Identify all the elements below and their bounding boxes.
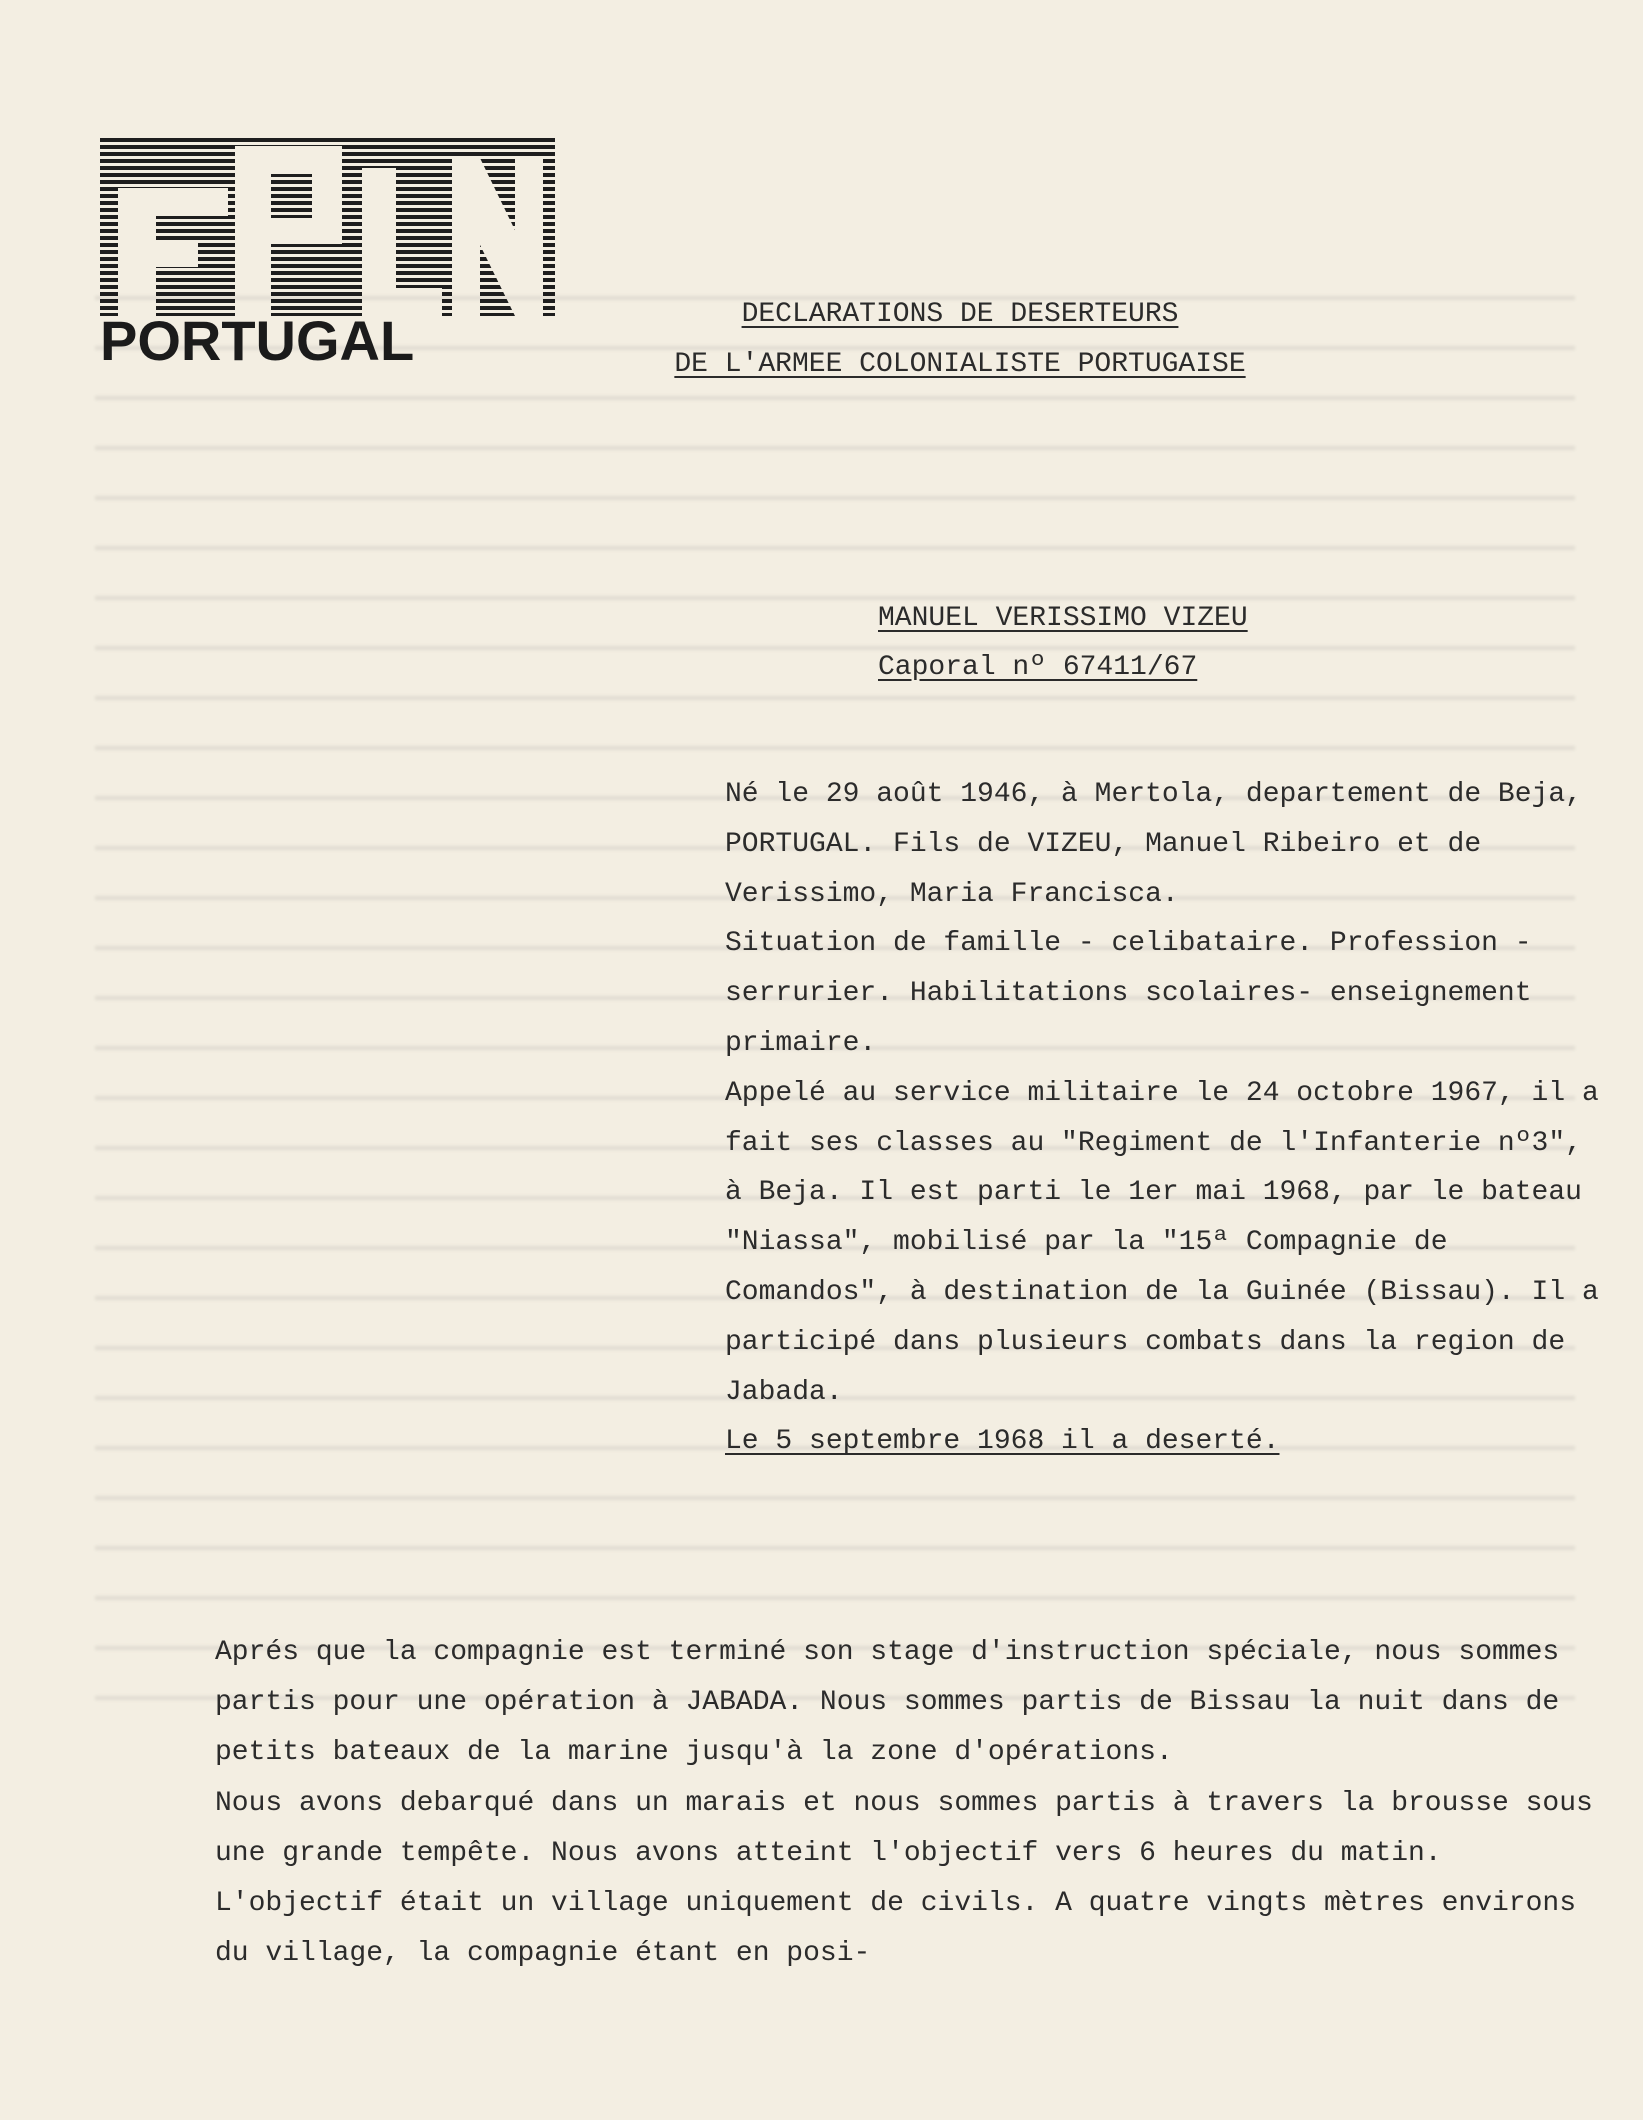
narrative-paragraph-1: Aprés que la compagnie est terminé son stage d'instruction spéciale, nous sommes partis pour une opération à JABADA. Nous sommes partis de Bissau la nuit dans de petits bateaux de la marine jusqu'à la zone d'opérations.: [215, 1637, 1560, 1769]
deserter-rank: Caporal nº 67411/67: [878, 652, 1198, 683]
document-title: [600, 290, 1320, 390]
fpln-portugal-logo: [100, 138, 555, 372]
bio-paragraph-birth: Né le 29 août 1946, à Mertola, departement de Beja, PORTUGAL. Fils de VIZEU, Manuel Ribeiro et de Verissimo, Maria Francisca.: [725, 779, 1582, 910]
bio-paragraph-situation: Situation de famille - celibataire. Profession - serrurier. Habilitations scolaires- enseignement primaire.: [725, 928, 1532, 1059]
portugal-wordmark: PORTUGAL: [100, 309, 415, 372]
deserter-name: MANUEL VERISSIMO VIZEU: [878, 603, 1248, 634]
title-line-2: DE L'ARMEE COLONIALISTE PORTUGAISE: [674, 349, 1246, 380]
bio-paragraph-service: Appelé au service militaire le 24 octobre 1967, il a fait ses classes au "Regiment de l'Infanterie nº3", à Beja. Il est parti le 1er mai 1968, par le bateau "Niassa", mobilisé par la "15ª Compagnie de Comandos", à destination de la Guinée (Bissau). Il a participé dans plusieurs combats dans la region de Jabada.: [725, 1077, 1599, 1408]
title-line-1: DECLARATIONS DE DESERTEURS: [741, 299, 1179, 330]
biography-block: [725, 770, 1605, 1467]
fpln-letters-logo: [100, 138, 555, 316]
desertion-statement: Le 5 septembre 1968 il a deserté.: [725, 1426, 1280, 1458]
narrative-block: [215, 1628, 1595, 1979]
narrative-paragraph-2: Nous avons debarqué dans un marais et nous sommes partis à travers la brousse sous une grande tempête. Nous avons atteint l'objectif vers 6 heures du matin. L'objectif était un village uniquement de civils. A quatre vingts mètres environs du village, la compagnie étant en posi-: [215, 1787, 1593, 1970]
